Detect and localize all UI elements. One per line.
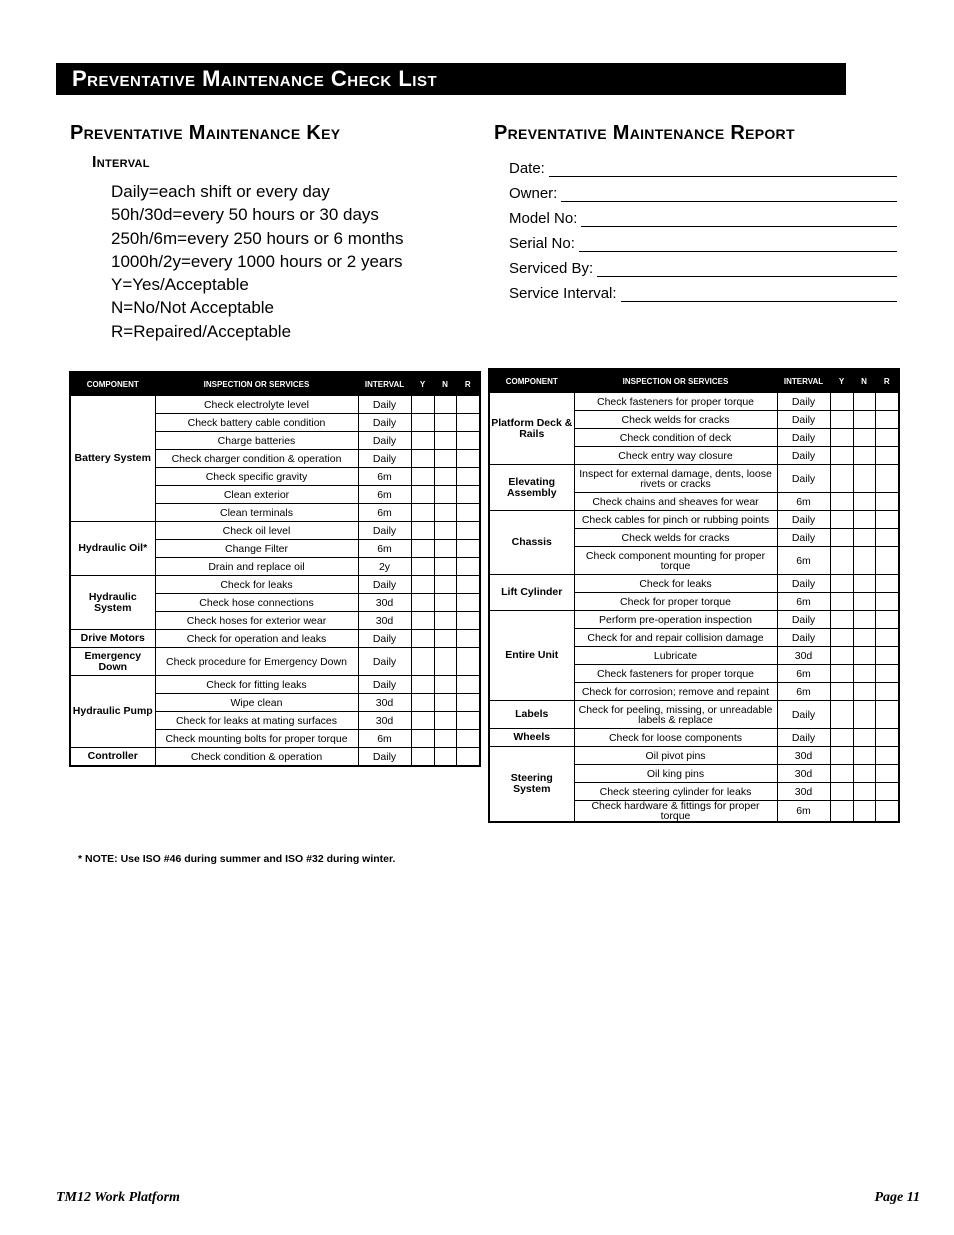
yes-checkbox-cell[interactable] <box>830 611 853 629</box>
repaired-checkbox-cell[interactable] <box>875 801 899 823</box>
table-row <box>70 748 480 767</box>
repaired-checkbox-cell[interactable] <box>456 748 480 767</box>
table-row <box>489 511 899 529</box>
report-field <box>509 277 897 302</box>
yes-checkbox-cell[interactable] <box>830 393 853 411</box>
yes-checkbox-cell[interactable] <box>411 730 434 748</box>
no-checkbox-cell[interactable] <box>853 393 875 411</box>
yes-header: Y <box>411 372 434 396</box>
report-field-line[interactable] <box>581 209 897 227</box>
table-header-row <box>489 369 899 393</box>
interval-cell: Daily <box>777 629 830 647</box>
repaired-checkbox-cell[interactable] <box>456 694 480 712</box>
service-cell: Check specific gravity <box>155 468 358 486</box>
key-heading: Preventative Maintenance Key <box>70 122 341 144</box>
yes-checkbox-cell[interactable] <box>830 629 853 647</box>
interval-cell: Daily <box>777 729 830 747</box>
interval-cell: 2y <box>358 558 411 576</box>
service-cell: Check hoses for exterior wear <box>155 612 358 630</box>
service-cell: Check for leaks <box>574 575 777 593</box>
no-checkbox-cell[interactable] <box>434 712 456 730</box>
service-cell: Check cables for pinch or rubbing points <box>574 511 777 529</box>
left-checklist-table <box>69 371 481 767</box>
service-cell: Check for operation and leaks <box>155 630 358 648</box>
no-checkbox-cell[interactable] <box>853 747 875 765</box>
service-cell: Perform pre-operation inspection <box>574 611 777 629</box>
inspection-header: INSPECTION OR SERVICES <box>155 372 358 396</box>
interval-cell: Daily <box>358 648 411 676</box>
yes-checkbox-cell[interactable] <box>411 558 434 576</box>
repaired-checkbox-cell[interactable] <box>456 612 480 630</box>
table-row <box>70 630 480 648</box>
repaired-checkbox-cell[interactable] <box>875 729 899 747</box>
component-cell: Emergency Down <box>70 648 155 676</box>
yes-checkbox-cell[interactable] <box>411 712 434 730</box>
no-checkbox-cell[interactable] <box>434 694 456 712</box>
no-checkbox-cell[interactable] <box>853 465 875 493</box>
service-cell: Check charger condition & operation <box>155 450 358 468</box>
no-checkbox-cell[interactable] <box>853 447 875 465</box>
repaired-checkbox-cell[interactable] <box>875 783 899 801</box>
repaired-checkbox-cell[interactable] <box>875 411 899 429</box>
service-cell: Check for fitting leaks <box>155 676 358 694</box>
service-cell: Inspect for external damage, dents, loose rivets or cracks <box>574 465 777 493</box>
component-header: COMPONENT <box>489 369 574 393</box>
table-row <box>489 701 899 729</box>
no-checkbox-cell[interactable] <box>434 522 456 540</box>
service-cell: Lubricate <box>574 647 777 665</box>
component-cell: Controller <box>70 748 155 767</box>
table-row <box>489 393 899 411</box>
no-checkbox-cell[interactable] <box>434 576 456 594</box>
repaired-header: R <box>875 369 899 393</box>
table-row <box>70 676 480 694</box>
interval-cell: 6m <box>358 730 411 748</box>
no-checkbox-cell[interactable] <box>853 611 875 629</box>
no-checkbox-cell[interactable] <box>853 493 875 511</box>
yes-checkbox-cell[interactable] <box>411 540 434 558</box>
report-field <box>509 252 897 277</box>
service-cell: Check chains and sheaves for wear <box>574 493 777 511</box>
report-field-label: Serial No: <box>509 235 575 252</box>
yes-checkbox-cell[interactable] <box>411 748 434 767</box>
interval-cell: Daily <box>358 630 411 648</box>
service-cell: Check component mounting for proper torque <box>574 547 777 575</box>
no-checkbox-cell[interactable] <box>853 575 875 593</box>
service-cell: Check battery cable condition <box>155 414 358 432</box>
interval-key-item: Y=Yes/Acceptable <box>111 275 249 295</box>
interval-header: INTERVAL <box>358 372 411 396</box>
no-checkbox-cell[interactable] <box>434 450 456 468</box>
repaired-checkbox-cell[interactable] <box>875 393 899 411</box>
no-checkbox-cell[interactable] <box>853 529 875 547</box>
component-cell: Drive Motors <box>70 630 155 648</box>
no-checkbox-cell[interactable] <box>434 648 456 676</box>
yes-checkbox-cell[interactable] <box>411 576 434 594</box>
interval-header: INTERVAL <box>777 369 830 393</box>
report-heading: Preventative Maintenance Report <box>494 122 795 144</box>
yes-checkbox-cell[interactable] <box>411 504 434 522</box>
repaired-checkbox-cell[interactable] <box>456 396 480 414</box>
repaired-header: R <box>456 372 480 396</box>
no-checkbox-cell[interactable] <box>853 593 875 611</box>
interval-cell: 6m <box>358 540 411 558</box>
yes-checkbox-cell[interactable] <box>411 432 434 450</box>
component-cell: Steering System <box>489 747 574 823</box>
no-checkbox-cell[interactable] <box>434 504 456 522</box>
yes-checkbox-cell[interactable] <box>411 594 434 612</box>
service-cell: Check fasteners for proper torque <box>574 665 777 683</box>
no-checkbox-cell[interactable] <box>434 558 456 576</box>
no-checkbox-cell[interactable] <box>434 630 456 648</box>
yes-checkbox-cell[interactable] <box>411 630 434 648</box>
service-cell: Check for corrosion; remove and repaint <box>574 683 777 701</box>
yes-checkbox-cell[interactable] <box>830 511 853 529</box>
interval-cell: 30d <box>777 747 830 765</box>
service-cell: Check for leaks at mating surfaces <box>155 712 358 730</box>
yes-checkbox-cell[interactable] <box>830 701 853 729</box>
yes-checkbox-cell[interactable] <box>830 547 853 575</box>
repaired-checkbox-cell[interactable] <box>456 648 480 676</box>
yes-checkbox-cell[interactable] <box>830 465 853 493</box>
repaired-checkbox-cell[interactable] <box>456 450 480 468</box>
no-checkbox-cell[interactable] <box>853 429 875 447</box>
interval-cell: 6m <box>777 683 830 701</box>
no-checkbox-cell[interactable] <box>434 676 456 694</box>
component-cell: Labels <box>489 701 574 729</box>
report-field <box>509 177 897 202</box>
service-cell: Check for leaks <box>155 576 358 594</box>
table-row <box>70 396 480 414</box>
table-row <box>489 465 899 493</box>
no-checkbox-cell[interactable] <box>853 801 875 823</box>
yes-checkbox-cell[interactable] <box>830 783 853 801</box>
report-field-label: Serviced By: <box>509 260 594 277</box>
service-cell: Check condition of deck <box>574 429 777 447</box>
repaired-checkbox-cell[interactable] <box>875 429 899 447</box>
repaired-checkbox-cell[interactable] <box>456 730 480 748</box>
repaired-checkbox-cell[interactable] <box>875 683 899 701</box>
report-field-line[interactable] <box>549 159 897 177</box>
yes-checkbox-cell[interactable] <box>411 396 434 414</box>
table-row <box>70 648 480 676</box>
page-title: Preventative Maintenance Check List <box>56 63 846 95</box>
service-cell: Check for loose components <box>574 729 777 747</box>
repaired-checkbox-cell[interactable] <box>456 468 480 486</box>
yes-checkbox-cell[interactable] <box>830 429 853 447</box>
interval-subheading: Interval <box>92 154 150 171</box>
no-checkbox-cell[interactable] <box>434 748 456 767</box>
table-row <box>489 729 899 747</box>
yes-checkbox-cell[interactable] <box>411 612 434 630</box>
interval-cell: 30d <box>358 594 411 612</box>
no-checkbox-cell[interactable] <box>434 730 456 748</box>
report-field-line[interactable] <box>561 184 897 202</box>
interval-cell: 6m <box>777 493 830 511</box>
inspection-header: INSPECTION OR SERVICES <box>574 369 777 393</box>
footer-page-number: Page 11 <box>874 1190 920 1205</box>
yes-checkbox-cell[interactable] <box>830 729 853 747</box>
yes-checkbox-cell[interactable] <box>830 529 853 547</box>
repaired-checkbox-cell[interactable] <box>875 665 899 683</box>
repaired-checkbox-cell[interactable] <box>456 414 480 432</box>
yes-checkbox-cell[interactable] <box>411 414 434 432</box>
interval-cell: Daily <box>777 511 830 529</box>
table-row <box>489 611 899 629</box>
service-cell: Check steering cylinder for leaks <box>574 783 777 801</box>
report-field-label: Model No: <box>509 210 578 227</box>
service-cell: Oil king pins <box>574 765 777 783</box>
no-header: N <box>853 369 875 393</box>
yes-checkbox-cell[interactable] <box>411 486 434 504</box>
repaired-checkbox-cell[interactable] <box>875 529 899 547</box>
interval-key-item: 50h/30d=every 50 hours or 30 days <box>111 205 379 225</box>
yes-checkbox-cell[interactable] <box>830 493 853 511</box>
no-checkbox-cell[interactable] <box>853 765 875 783</box>
component-header: COMPONENT <box>70 372 155 396</box>
report-field-line[interactable] <box>597 259 897 277</box>
no-checkbox-cell[interactable] <box>853 647 875 665</box>
repaired-checkbox-cell[interactable] <box>875 465 899 493</box>
interval-cell: Daily <box>777 465 830 493</box>
repaired-checkbox-cell[interactable] <box>456 522 480 540</box>
component-cell: Elevating Assembly <box>489 465 574 511</box>
service-cell: Check for peeling, missing, or unreadable labels & replace <box>574 701 777 729</box>
service-cell: Change Filter <box>155 540 358 558</box>
yes-checkbox-cell[interactable] <box>830 683 853 701</box>
interval-cell: 30d <box>777 647 830 665</box>
service-cell: Clean terminals <box>155 504 358 522</box>
table-header-row <box>70 372 480 396</box>
interval-cell: 6m <box>777 665 830 683</box>
repaired-checkbox-cell[interactable] <box>875 701 899 729</box>
interval-cell: Daily <box>358 432 411 450</box>
no-checkbox-cell[interactable] <box>853 411 875 429</box>
interval-cell: Daily <box>358 396 411 414</box>
no-checkbox-cell[interactable] <box>434 414 456 432</box>
repaired-checkbox-cell[interactable] <box>875 547 899 575</box>
service-cell: Check hose connections <box>155 594 358 612</box>
right-checklist-table <box>488 368 900 823</box>
report-field-label: Service Interval: <box>509 285 617 302</box>
no-header: N <box>434 372 456 396</box>
yes-checkbox-cell[interactable] <box>830 801 853 823</box>
yes-checkbox-cell[interactable] <box>411 522 434 540</box>
interval-cell: Daily <box>777 447 830 465</box>
repaired-checkbox-cell[interactable] <box>456 676 480 694</box>
interval-cell: Daily <box>777 529 830 547</box>
yes-header: Y <box>830 369 853 393</box>
no-checkbox-cell[interactable] <box>853 665 875 683</box>
repaired-checkbox-cell[interactable] <box>875 747 899 765</box>
repaired-checkbox-cell[interactable] <box>456 712 480 730</box>
interval-cell: 30d <box>358 612 411 630</box>
table-row <box>489 575 899 593</box>
service-cell: Clean exterior <box>155 486 358 504</box>
report-field <box>509 202 897 227</box>
report-field-line[interactable] <box>621 284 897 302</box>
interval-cell: 30d <box>777 783 830 801</box>
table-row <box>70 522 480 540</box>
interval-cell: 30d <box>358 694 411 712</box>
interval-cell: 6m <box>777 801 830 823</box>
yes-checkbox-cell[interactable] <box>411 450 434 468</box>
service-cell: Check fasteners for proper torque <box>574 393 777 411</box>
repaired-checkbox-cell[interactable] <box>875 575 899 593</box>
repaired-checkbox-cell[interactable] <box>875 511 899 529</box>
no-checkbox-cell[interactable] <box>853 547 875 575</box>
no-checkbox-cell[interactable] <box>434 468 456 486</box>
footer-product: TM12 Work Platform <box>56 1190 180 1205</box>
repaired-checkbox-cell[interactable] <box>456 432 480 450</box>
table-row <box>70 576 480 594</box>
no-checkbox-cell[interactable] <box>853 701 875 729</box>
repaired-checkbox-cell[interactable] <box>875 493 899 511</box>
repaired-checkbox-cell[interactable] <box>875 647 899 665</box>
report-field-label: Date: <box>509 160 545 177</box>
service-cell: Check for proper torque <box>574 593 777 611</box>
yes-checkbox-cell[interactable] <box>411 676 434 694</box>
no-checkbox-cell[interactable] <box>434 396 456 414</box>
interval-cell: Daily <box>358 576 411 594</box>
no-checkbox-cell[interactable] <box>853 729 875 747</box>
repaired-checkbox-cell[interactable] <box>456 504 480 522</box>
service-cell: Check hardware & fittings for proper torque <box>574 801 777 823</box>
interval-cell: Daily <box>777 429 830 447</box>
yes-checkbox-cell[interactable] <box>830 575 853 593</box>
interval-cell: Daily <box>777 575 830 593</box>
repaired-checkbox-cell[interactable] <box>456 576 480 594</box>
service-cell: Oil pivot pins <box>574 747 777 765</box>
service-cell: Check for and repair collision damage <box>574 629 777 647</box>
yes-checkbox-cell[interactable] <box>411 694 434 712</box>
service-cell: Drain and replace oil <box>155 558 358 576</box>
interval-cell: Daily <box>777 701 830 729</box>
yes-checkbox-cell[interactable] <box>411 648 434 676</box>
report-field-label: Owner: <box>509 185 558 202</box>
component-cell: Battery System <box>70 396 155 522</box>
repaired-checkbox-cell[interactable] <box>456 540 480 558</box>
yes-checkbox-cell[interactable] <box>411 468 434 486</box>
interval-cell: 6m <box>358 486 411 504</box>
interval-cell: Daily <box>777 393 830 411</box>
no-checkbox-cell[interactable] <box>853 511 875 529</box>
interval-cell: 6m <box>777 593 830 611</box>
no-checkbox-cell[interactable] <box>434 486 456 504</box>
service-cell: Check oil level <box>155 522 358 540</box>
no-checkbox-cell[interactable] <box>853 629 875 647</box>
service-cell: Check welds for cracks <box>574 529 777 547</box>
interval-cell: Daily <box>358 748 411 767</box>
yes-checkbox-cell[interactable] <box>830 447 853 465</box>
repaired-checkbox-cell[interactable] <box>456 486 480 504</box>
interval-cell: 6m <box>358 468 411 486</box>
interval-key-list <box>111 180 403 343</box>
interval-cell: 30d <box>777 765 830 783</box>
repaired-checkbox-cell[interactable] <box>875 629 899 647</box>
yes-checkbox-cell[interactable] <box>830 647 853 665</box>
repaired-checkbox-cell[interactable] <box>456 558 480 576</box>
service-cell: Check mounting bolts for proper torque <box>155 730 358 748</box>
oil-note: * NOTE: Use ISO #46 during summer and ISO #32 during winter. <box>78 853 396 865</box>
yes-checkbox-cell[interactable] <box>830 665 853 683</box>
interval-cell: Daily <box>358 676 411 694</box>
repaired-checkbox-cell[interactable] <box>456 630 480 648</box>
interval-cell: 6m <box>777 547 830 575</box>
service-cell: Check electrolyte level <box>155 396 358 414</box>
repaired-checkbox-cell[interactable] <box>875 447 899 465</box>
component-cell: Hydraulic Pump <box>70 676 155 748</box>
repaired-checkbox-cell[interactable] <box>875 765 899 783</box>
interval-cell: Daily <box>777 411 830 429</box>
interval-cell: Daily <box>358 522 411 540</box>
interval-cell: Daily <box>358 414 411 432</box>
yes-checkbox-cell[interactable] <box>830 747 853 765</box>
interval-cell: Daily <box>358 450 411 468</box>
interval-key-item: Daily=each shift or every day <box>111 182 330 201</box>
interval-cell: 30d <box>358 712 411 730</box>
service-cell: Check welds for cracks <box>574 411 777 429</box>
component-cell: Wheels <box>489 729 574 747</box>
repaired-checkbox-cell[interactable] <box>875 593 899 611</box>
no-checkbox-cell[interactable] <box>434 612 456 630</box>
table-row <box>489 747 899 765</box>
repaired-checkbox-cell[interactable] <box>456 594 480 612</box>
yes-checkbox-cell[interactable] <box>830 411 853 429</box>
report-field <box>509 152 897 177</box>
component-cell: Lift Cylinder <box>489 575 574 611</box>
component-cell: Entire Unit <box>489 611 574 701</box>
interval-key-item: 250h/6m=every 250 hours or 6 months <box>111 228 404 248</box>
repaired-checkbox-cell[interactable] <box>875 611 899 629</box>
report-form <box>509 152 897 302</box>
report-field <box>509 227 897 252</box>
report-field-line[interactable] <box>579 234 897 252</box>
service-cell: Wipe clean <box>155 694 358 712</box>
component-cell: Hydraulic Oil* <box>70 522 155 576</box>
component-cell: Platform Deck & Rails <box>489 393 574 465</box>
no-checkbox-cell[interactable] <box>853 783 875 801</box>
service-cell: Check procedure for Emergency Down <box>155 648 358 676</box>
interval-key-item: N=No/Not Acceptable <box>111 298 275 318</box>
component-cell: Chassis <box>489 511 574 575</box>
no-checkbox-cell[interactable] <box>434 432 456 450</box>
yes-checkbox-cell[interactable] <box>830 765 853 783</box>
service-cell: Check condition & operation <box>155 748 358 767</box>
no-checkbox-cell[interactable] <box>853 683 875 701</box>
no-checkbox-cell[interactable] <box>434 540 456 558</box>
component-cell: Hydraulic System <box>70 576 155 630</box>
interval-key-item: R=Repaired/Acceptable <box>111 321 292 341</box>
interval-key-item: 1000h/2y=every 1000 hours or 2 years <box>111 251 403 271</box>
service-cell: Check entry way closure <box>574 447 777 465</box>
service-cell: Charge batteries <box>155 432 358 450</box>
interval-cell: 6m <box>358 504 411 522</box>
yes-checkbox-cell[interactable] <box>830 593 853 611</box>
no-checkbox-cell[interactable] <box>434 594 456 612</box>
interval-cell: Daily <box>777 611 830 629</box>
